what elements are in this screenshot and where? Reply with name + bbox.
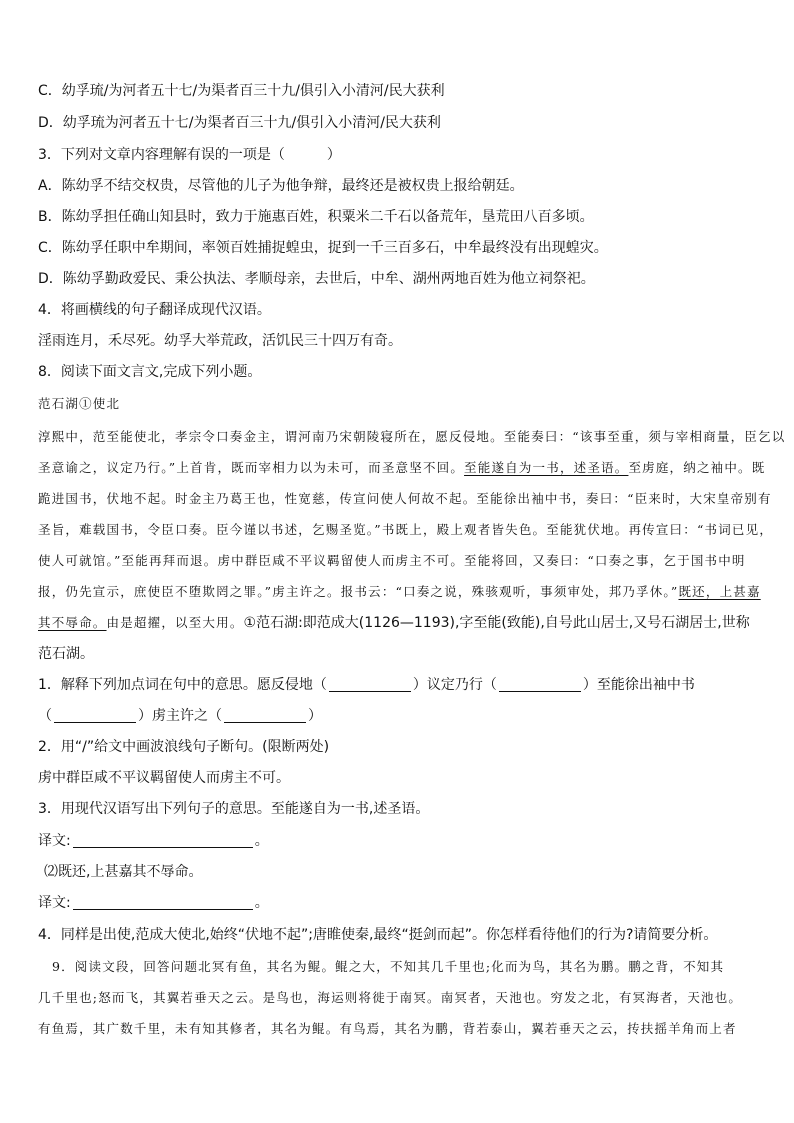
translation-line: 译文: 。 <box>38 833 269 849</box>
q8-2-stem: 2．用“/”给文中画波浪线句子断句。(限断两处) <box>38 739 330 755</box>
q8-4-stem: 4．同样是出使,范成大使北,始终“伏地不起”;唐睢使秦,最终“挺剑而起”。你怎样看待他们的行为?请简要分析。 <box>38 927 718 943</box>
q3-stem: 3．下列对文章内容理解有误的一项是（ ） <box>38 147 341 163</box>
answer-blank[interactable] <box>73 895 253 910</box>
footnote: ①范石湖:即范成大(1126—1193),字至能(致能),自号此山居士,又号石湖居士,世称 <box>243 615 750 631</box>
q2-option-d: D．幼孚琉为河者五十七/为渠者百三十九/俱引入小清河/民大获利 <box>38 115 441 131</box>
q4-sentence: 淫雨连月，禾尽死。幼孚大举荒政，活饥民三十四万有奇。 <box>38 333 402 349</box>
underlined-sentence: 既还，上甚嘉 <box>678 584 761 599</box>
answer-blank[interactable] <box>73 833 253 848</box>
q4-stem: 4．将画横线的句子翻译成现代汉语。 <box>38 302 271 318</box>
footnote: 范石湖。 <box>38 646 94 662</box>
passage-line: 使人可就馆。”至能再拜而退。虏中群臣咸不平议羁留使人而虏主不可。至能将回，又奏曰：“口奏之事，乞于国书中明 <box>38 553 746 568</box>
q3-option-a: A．陈幼孚不结交权贵，尽管他的儿子为他争辩，最终还是被权贵上报给朝廷。 <box>38 178 524 194</box>
q9-line: 9．阅读文段，回答问题北冥有鱼，其名为鲲。鲲之大，不知其几千里也;化而为鸟，其名为鹏。鹏之背，不知其 <box>52 959 725 974</box>
answer-blank[interactable] <box>54 708 136 723</box>
q2-option-c: C．幼孚琉/为河者五十七/为渠者百三十九/俱引入小清河/民大获利 <box>38 83 445 99</box>
q3-option-c: C．陈幼孚任职中牟期间，率领百姓捕捉蝗虫，捉到一千三百多石，中牟最终没有出现蝗灾。 <box>38 240 608 256</box>
answer-blank[interactable] <box>329 677 411 692</box>
passage-line: 圣旨，难载国书，令臣口奏。臣今谨以书述，乞赐圣览。”书既上，殿上观者皆失色。至能犹伏地。再传宣曰：“书词已见， <box>38 522 774 537</box>
q8-3-sub: ⑵既还,上甚嘉其不辱命。 <box>44 864 203 880</box>
q8-1-line: 1．解释下列加点词在句中的意思。愿反侵地（ ）议定乃行（ ）至能徐出袖中书 <box>38 677 695 693</box>
q9-line: 有鱼焉，其广数千里，未有知其修者，其名为鲲。有鸟焉，其名为鹏，背若泰山，翼若垂天之云，抟扶摇羊角而上者 <box>38 1021 737 1036</box>
q8-intro: 8．阅读下面文言文,完成下列小题。 <box>38 364 262 380</box>
underlined-sentence: 至能遂自为一书，述圣语。 <box>464 460 629 475</box>
underlined-sentence: 其不辱命。 <box>38 615 107 630</box>
passage-line: 其不辱命。由是超擢，以至大用。①范石湖:即范成大(1126—1193),字至能(致能),自号此山居士,又号石湖居士,世称 <box>38 615 750 631</box>
q3-option-b: B．陈幼孚担任确山知县时，致力于施惠百姓，积粟米二千石以备荒年，垦荒田八百多顷。 <box>38 209 594 225</box>
answer-blank[interactable] <box>224 708 306 723</box>
answer-blank[interactable] <box>499 677 581 692</box>
passage-line: 跪进国书，伏地不起。时金主乃葛王也，性宽慈，传宣问使人何故不起。至能徐出袖中书，奏曰：“臣来时，大宋皇帝别有 <box>38 491 772 506</box>
passage-line: 报，仍先宣示，庶使臣不堕欺罔之罪。”虏主许之。报书云：“口奏之说，殊骇观听，事须审处，邦乃孚休。”既还，上甚嘉 <box>38 584 761 599</box>
passage-line: 淳熙中，范至能使北，孝宗令口奏金主，谓河南乃宋朝陵寝所在，愿反侵地。至能奏曰：“该事至重，须与宰相商量，臣乞以 <box>38 429 786 444</box>
q8-2-sentence: 虏中群臣咸不平议羁留使人而虏主不可。 <box>38 770 290 786</box>
translation-line: 译文: 。 <box>38 895 269 911</box>
q9-line: 几千里也;怒而飞，其翼若垂天之云。是鸟也，海运则将徙于南冥。南冥者，天池也。穷发之北，有冥海者，天池也。 <box>38 990 743 1005</box>
q3-option-d: D．陈幼孚勤政爱民、秉公执法、孝顺母亲，去世后，中牟、湖州两地百姓为他立祠祭祀。 <box>38 271 595 287</box>
q8-3-stem: 3．用现代汉语写出下列句子的意思。至能遂自为一书,述圣语。 <box>38 801 430 817</box>
passage-title: 范石湖①使北 <box>38 396 121 411</box>
q8-1-line: （ ）虏主许之（ ） <box>38 708 322 724</box>
passage-line: 圣意谕之，议定乃行。”上首肯，既而宰相力以为未可，而圣意坚不回。至能遂自为一书，述圣语。至虏庭，纳之袖中。既 <box>38 460 766 475</box>
